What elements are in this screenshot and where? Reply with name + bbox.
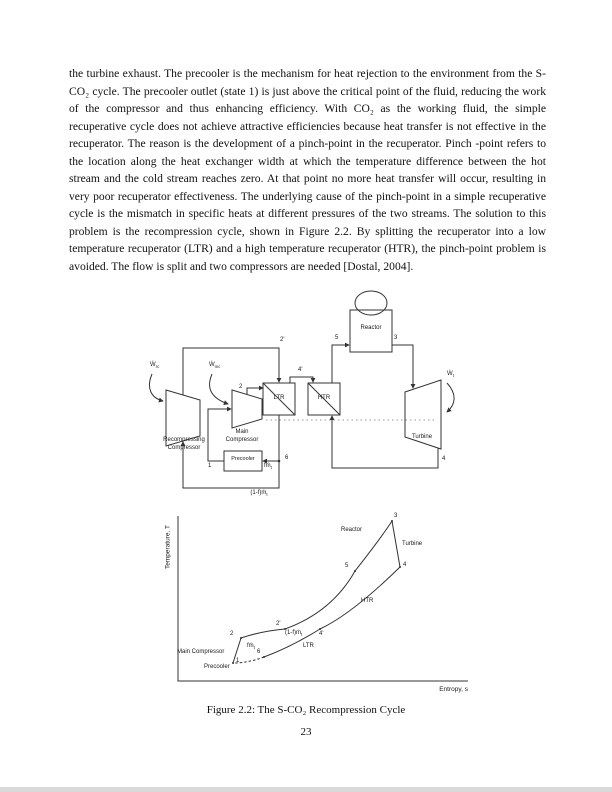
ts-state-1: 1 <box>236 658 240 664</box>
ts-flow-split-symbol: (1-f)ṁ <box>285 630 301 636</box>
flow-line-4 <box>332 416 438 468</box>
schematic-state-5: 5 <box>335 335 339 341</box>
ts-state-4: 4 <box>403 562 407 568</box>
work-rc-label <box>150 362 159 370</box>
ts-state-4prime: 4' <box>319 631 324 637</box>
flow-split-subscript: t <box>266 492 268 498</box>
work-rc-symbol: Ẇ <box>150 362 156 368</box>
schematic-turbine-label: Turbine <box>411 434 433 440</box>
schematic-state-2prime: 2' <box>280 337 285 343</box>
flow-f-symbol: fṁ <box>264 463 271 469</box>
schematic-reactor-label: Reactor <box>360 325 382 331</box>
schematic-flow-f-label <box>264 463 272 471</box>
ts-curve-htr-cold <box>285 571 355 629</box>
flow-split-junction <box>278 460 281 463</box>
ts-turbine-label: Turbine <box>402 541 423 547</box>
schematic-state-4: 4 <box>442 456 446 462</box>
schematic-flow-split-label <box>237 490 281 498</box>
ts-flow-split-label <box>285 630 302 638</box>
main-compressor-shape <box>232 390 262 428</box>
flow-line-5 <box>332 345 349 383</box>
ts-flow-split-subscript: t <box>301 632 303 638</box>
ts-flow-f-subscript: t <box>253 645 255 651</box>
page-number: 23 <box>300 726 312 738</box>
work-turbine-symbol: Ẇ <box>447 371 453 377</box>
ts-state-2prime: 2' <box>276 621 281 627</box>
work-rc-subscript: rc <box>155 364 160 370</box>
ts-htr-label: HTR <box>361 598 374 604</box>
flow-line-2prime <box>183 348 279 395</box>
schematic-state-4prime: 4' <box>298 367 303 373</box>
schematic-state-1: 1 <box>208 463 212 469</box>
work-arrow-turbine <box>447 383 454 412</box>
ts-x-axis-label: Entropy, s <box>439 686 468 693</box>
flow-line-4prime <box>290 377 313 383</box>
ts-flow-f-symbol: fṁ <box>247 643 254 649</box>
flow-split-symbol: (1-f)ṁ <box>250 490 267 496</box>
ts-curve-htr-hot <box>320 567 400 629</box>
figure-caption: Figure 2.2: The S-CO₂ Recompression Cycle <box>206 704 406 716</box>
ts-state-3: 3 <box>394 513 398 519</box>
ts-flow-f-label <box>247 643 255 651</box>
ts-curve-ltr-cold <box>241 629 285 638</box>
flow-f-subscript: t <box>270 465 272 471</box>
flow-line-6 <box>263 415 279 461</box>
work-arrow-rc <box>149 374 163 401</box>
paragraph: the turbine exhaust. The precooler is the mechanism for heat rejection to the environment from the S-CO₂ cycle. The precooler outlet (state 1) is just above the critical point of the fluid, reducing the work of the compressor and thus enhancing efficiency. With CO₂ as the working fluid, the simple recuperative cycle does not achieve attractive efficiencies because heat transfer is not effective in the recuperator. The reason is the development of a pinch-point in the recuperator. Pinch -point refers to the location along the heat exchanger width at which the temperature difference between the hot stream and the cold stream reaches zero. At that point no more heat transfer will occur, resulting in very poor recuperator effectiveness. The underlying cause of the pinch-point in a simple recuperative cycle is the mismatch in specific heats at different pressures of the two streams. The solution to this problem is the recompression cycle, shown in Figure 2.2. By splitting the recuperator into a low temperature recuperator (LTR) and a high temperature recuperator (HTR), the pinch-point problem is avoided. The flow is split and two compressors are needed [Dostal, 2004]. <box>69 67 546 273</box>
temperature-axis-text: Temperature, T <box>164 525 172 569</box>
reactor-dome-shape <box>355 291 387 315</box>
ts-state-points <box>232 520 401 664</box>
ts-precooler-label: Precooler <box>204 664 230 670</box>
ts-state-5: 5 <box>345 563 349 569</box>
work-mc-subscript: mc <box>214 364 221 370</box>
schematic-diagram <box>149 291 454 488</box>
schematic-precooler-label: Precooler <box>231 456 255 462</box>
schematic-state-6: 6 <box>285 455 289 461</box>
schematic-recompressing-compressor-label: Recompressing Compressor <box>163 437 205 451</box>
ts-curve-turbine <box>392 521 400 567</box>
schematic-ltr-label: LTR <box>273 395 285 401</box>
ts-ltr-label: LTR <box>303 643 314 649</box>
flow-line-2 <box>247 388 263 394</box>
scan-edge-strip <box>0 787 612 792</box>
work-mc-label <box>209 362 220 370</box>
work-mc-symbol: Ẇ <box>209 362 215 368</box>
schematic-main-compressor-label: Main Compressor <box>225 429 259 443</box>
schematic-htr-label: HTR <box>317 395 331 401</box>
ts-state-2: 2 <box>230 631 234 637</box>
work-turbine-label <box>447 371 454 379</box>
schematic-state-2: 2 <box>239 384 243 390</box>
work-arrow-mc <box>210 374 228 404</box>
ts-state-6: 6 <box>257 649 261 655</box>
flow-line-3 <box>392 345 413 388</box>
ts-reactor-label: Reactor <box>341 527 363 533</box>
work-turbine-subscript: t <box>452 373 454 379</box>
schematic-state-3: 3 <box>394 335 398 341</box>
ts-main-compressor-label: Main Compressor <box>177 649 225 655</box>
